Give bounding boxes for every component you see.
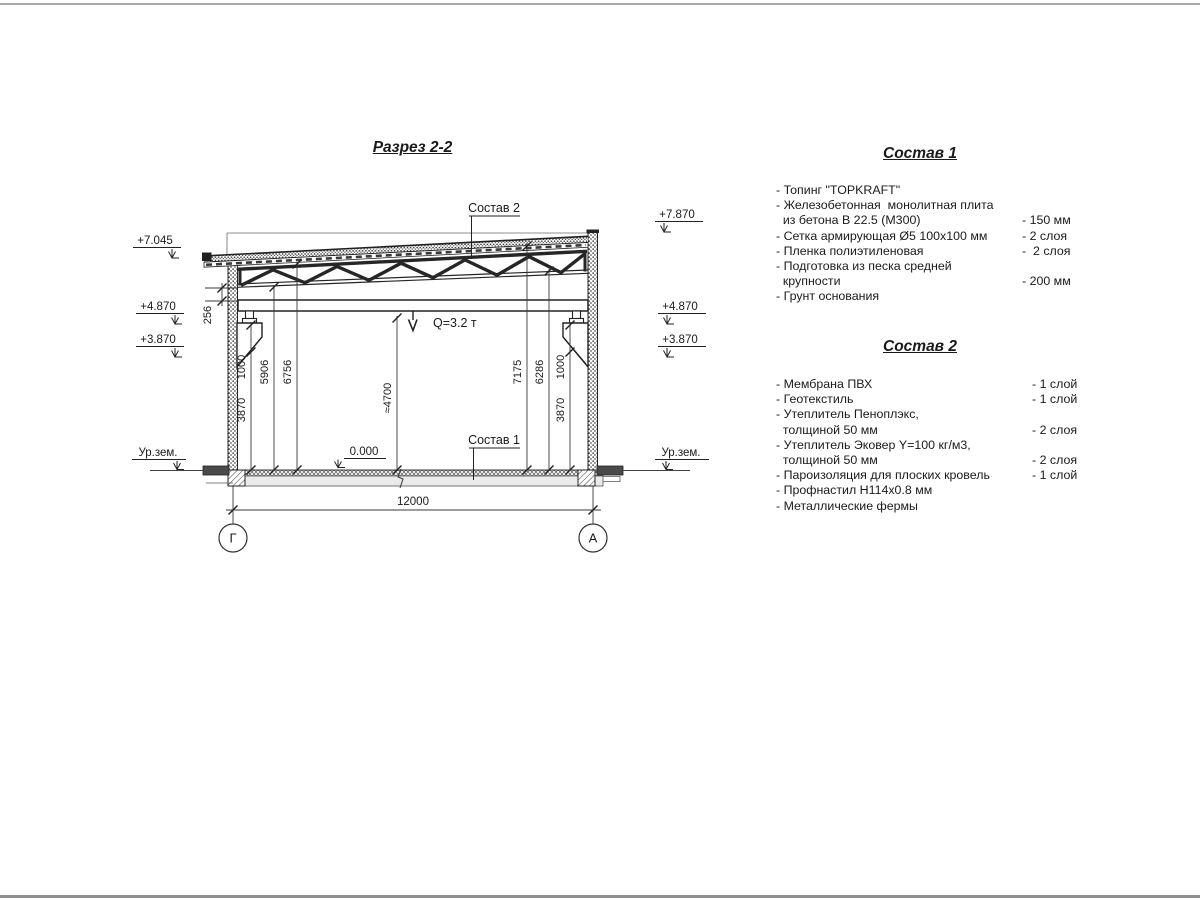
spec-item-text: - Мембрана ПВХ (776, 377, 873, 391)
spec-item-text: - Железобетонная монолитная плита (776, 198, 994, 213)
spec-item-text: - Пароизоляция для плоских кровель (776, 468, 990, 483)
list-item (776, 289, 1096, 304)
spec-item-text: - Утеплитель Пеноплэкс, (776, 407, 919, 422)
axis-letter-left: Г (229, 530, 237, 546)
elev-0000: 0.000 (349, 446, 379, 458)
sostav1-ref-label: Состав 1 (468, 433, 520, 447)
elev-4870-left: +4.870 (140, 301, 176, 313)
list-item (776, 213, 1096, 228)
elev-7870: +7.870 (659, 209, 695, 221)
spec-item-text: - Металлические фермы (776, 498, 918, 513)
elev-7045: +7.045 (137, 235, 173, 247)
spec-item-text: крупности (776, 274, 841, 289)
spec-item-text: - Подготовка из песка средней (776, 258, 952, 273)
floor-zero-mark (335, 446, 387, 468)
span-dimension (226, 486, 601, 524)
elev-ground-left: Ур.зем. (138, 447, 178, 459)
plinth-right (597, 466, 623, 475)
spec-item-text: - Утеплитель Эковер Y=100 кг/м3, (776, 437, 971, 452)
dim-5906: 5906 (259, 359, 271, 385)
plinth-left (203, 466, 229, 475)
list-item (776, 229, 1096, 244)
spec-item-value: - 2 слоя (1022, 243, 1071, 258)
spec-item-value: - 2 слоя (1022, 228, 1068, 243)
spec-item-text: из бетона В 22.5 (М300) (776, 213, 921, 228)
elev-ground-right: Ур.зем. (661, 447, 701, 459)
axis-letter-right: А (588, 530, 598, 546)
dim-256: 256 (202, 305, 214, 325)
elev-3870-right: +3.870 (662, 334, 698, 346)
spec-item-text: - Геотекстиль (776, 392, 854, 407)
crane-capacity-label: Q=3.2 т (433, 316, 477, 330)
beam-bearing-left (246, 311, 254, 319)
list-item (776, 377, 1096, 392)
section-title: Разрез 2-2 (372, 139, 453, 156)
list-item (776, 198, 1096, 213)
list-item (776, 438, 1096, 453)
spec-item-text: - Грунт основания (776, 289, 880, 304)
crane-hook-icon (409, 311, 418, 331)
list-item (776, 468, 1096, 483)
spec-item-text: - Профнастил Н114x0.8 мм (776, 483, 933, 498)
list-item (776, 483, 1096, 498)
parapet-cap (587, 230, 600, 234)
roof-drip-edge (202, 253, 212, 262)
spec-item-text: толщиной 50 мм (776, 422, 878, 437)
dim-7175: 7175 (512, 359, 524, 385)
sostav2-ref-label: Состав 2 (468, 201, 520, 215)
elevation-marks-left (132, 248, 186, 470)
list-item (776, 259, 1096, 274)
dim-4700: ≈4700 (382, 382, 394, 414)
list-item (776, 183, 1096, 198)
dim-3870-right: 3870 (555, 397, 567, 423)
list-item (776, 499, 1096, 514)
spec-item-value: - 2 слоя (1032, 452, 1078, 467)
elev-4870-right: +4.870 (662, 301, 698, 313)
dim-6286: 6286 (534, 359, 546, 385)
spec-item-text: - Сетка армирующая Ø5 100х100 мм (776, 228, 988, 243)
dim-6756: 6756 (282, 359, 294, 385)
dim-1000-right: 1000 (555, 354, 567, 380)
list-item (776, 423, 1096, 438)
dim-1000-left: 1000 (236, 354, 248, 380)
dim-3870-left: 3870 (236, 397, 248, 423)
list-item (776, 392, 1096, 407)
list-item (776, 407, 1096, 422)
elev-3870-left: +3.870 (140, 334, 176, 346)
foundation-left (228, 470, 245, 486)
spec-item-text: толщиной 50 мм (776, 452, 878, 467)
foundation-right (578, 470, 595, 486)
spec2-list (776, 377, 1096, 514)
spec-item-value: - 200 мм (1022, 274, 1071, 289)
spec-item-text: - Топинг "TOPKRAFT" (776, 183, 901, 197)
spec-item-value: - 1 слой (1032, 392, 1078, 407)
beam-bearing-right (573, 311, 581, 319)
spec-item-text: - Пленка полиэтиленовая (776, 243, 924, 258)
spec-item-value: - 1 слой (1032, 377, 1078, 391)
dim-12000: 12000 (397, 496, 429, 508)
list-item (776, 244, 1096, 259)
spec1-list (776, 183, 1096, 305)
spec-item-value: - 1 слой (1032, 468, 1078, 483)
axis-bubbles (219, 524, 607, 552)
spec1-heading: Состав 1 (883, 145, 957, 162)
spec-item-value: - 150 мм (1022, 213, 1071, 228)
spec2-heading: Состав 2 (883, 338, 957, 355)
list-item (776, 274, 1096, 289)
elevation-texts-right (659, 209, 700, 459)
spec-item-value: - 2 слоя (1032, 422, 1078, 437)
list-item (776, 453, 1096, 468)
